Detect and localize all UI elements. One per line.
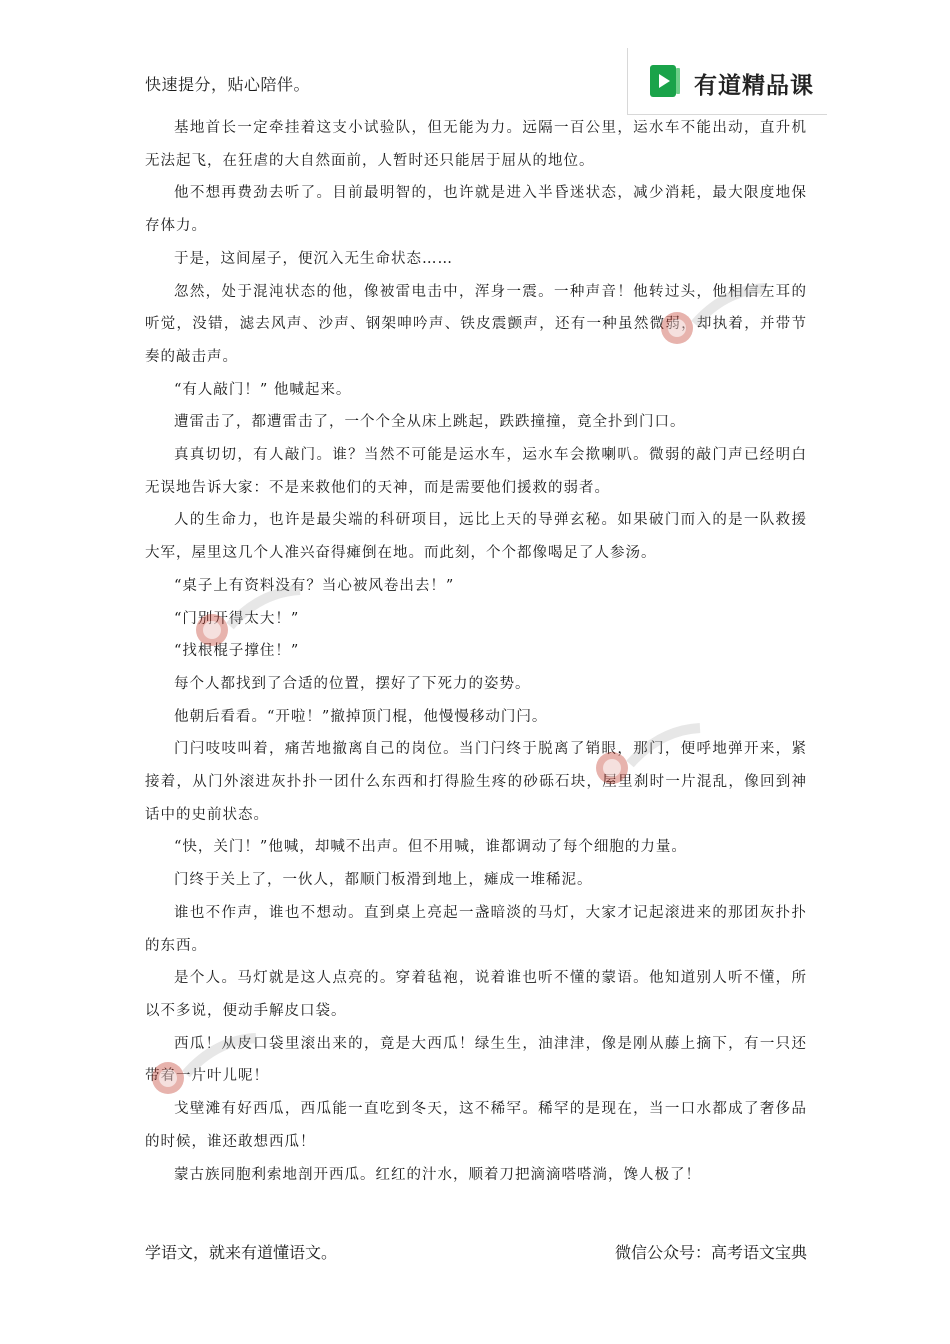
paragraph: 西瓜！从皮口袋里滚出来的，竟是大西瓜！绿生生，油津津，像是刚从藤上摘下，有一只还带着一片叶儿呢！ — [145, 1035, 807, 1085]
paragraph: 每个人都找到了合适的位置，摆好了下死力的姿势。 — [174, 675, 531, 692]
paragraph: 是个人。马灯就是这人点亮的。穿着毡袍，说着谁也听不懂的蒙语。他知道别人听不懂，所以不多说，便动手解皮口袋。 — [145, 970, 807, 1019]
footer-slogan: 学语文，就来有道懂语文。 — [145, 1243, 338, 1262]
watermark-seal-icon — [590, 720, 710, 790]
paragraph: 戈壁滩有好西瓜，西瓜能一直吃到冬天，这不稀罕。稀罕的是现在，当一口水都成了奢侈品的时候，谁还敢想西瓜！ — [145, 1101, 807, 1150]
watermark-seal-icon — [190, 582, 310, 652]
paragraph: “有人敲门！” 他喊起来。 — [174, 381, 352, 398]
paragraph: “找根棍子撑住！” — [174, 643, 300, 660]
paragraph: 忽然，处于混沌状态的他，像被雷电击中，浑身一震。一种声音！他转过头，他相信左耳的听觉，没错，滤去风声、沙声、钢架呻吟声、铁皮震颤声，还有一种虽然微弱，却执着，并带节奏的敲击声。 — [145, 283, 807, 365]
paragraph: “门别开得太大！” — [174, 610, 300, 627]
brand-logo — [627, 48, 827, 115]
paragraph: 门闩吱吱叫着，痛苦地撤离自己的岗位。当门闩终于脱离了销眼，那门，便呼地弹开来，紧接着，从门外滚进灰扑扑一团什么东西和打得脸生疼的砂砾石块，屋里刹时一片混乱，像回到神话中的史前状态。 — [145, 741, 807, 823]
paragraph: 遭雷击了，都遭雷击了，一个个全从床上跳起，跌跌撞撞，竟全扑到门口。 — [174, 414, 686, 431]
footer-wechat: 微信公众号：高考语文宝典 — [614, 1243, 807, 1262]
play-book-icon — [650, 65, 680, 97]
paragraph: 谁也不作声，谁也不想动。直到桌上亮起一盏暗淡的马灯，大家才记起滚进来的那团灰扑扑的东西。 — [145, 904, 807, 954]
paragraph: 人的生命力，也许是最尖端的科研项目，远比上天的导弹玄秘。如果破门而入的是一队救援大军，屋里这几个人准兴奋得瘫倒在地。而此刻，个个都像喝足了人参汤。 — [145, 512, 807, 562]
header-slogan: 快速提分，贴心陪伴。 — [145, 75, 311, 94]
watermark-seal-icon — [655, 280, 775, 350]
paragraph: “桌子上有资料没有？当心被风卷出去！” — [174, 577, 455, 594]
brand-name: 有道精品课 — [694, 73, 814, 99]
paragraph: 他不想再费劲去听了。目前最明智的，也许就是进入半昏迷状态，减少消耗，最大限度地保存体力。 — [145, 185, 807, 235]
paragraph: 蒙古族同胞利索地剖开西瓜。红红的汁水，顺着刀把滴滴嗒嗒淌，馋人极了！ — [174, 1166, 701, 1183]
paragraph: 他朝后看看。“开啦！”撤掉顶门棍，他慢慢移动门闩。 — [174, 708, 548, 725]
paragraph: 真真切切，有人敲门。谁？当然不可能是运水车，运水车会揿喇叭。微弱的敲门声已经明白无误地告诉大家：不是来救他们的天神，而是需要他们援救的弱者。 — [145, 447, 807, 496]
paragraph: 门终于关上了，一伙人，都顺门板滑到地上，瘫成一堆稀泥。 — [174, 872, 593, 889]
paragraph: 基地首长一定牵挂着这支小试验队，但无能为力。远隔一百公里，运水车不能出动，直升机无法起飞，在狂虐的大自然面前，人暂时还只能居于屈从的地位。 — [145, 120, 807, 169]
paragraph: “快，关门！”他喊，却喊不出声。但不用喊，谁都调动了每个细胞的力量。 — [174, 839, 687, 856]
paragraph: 于是，这间屋子，便沉入无生命状态…… — [174, 250, 453, 267]
watermark-seal-icon — [146, 1030, 266, 1100]
